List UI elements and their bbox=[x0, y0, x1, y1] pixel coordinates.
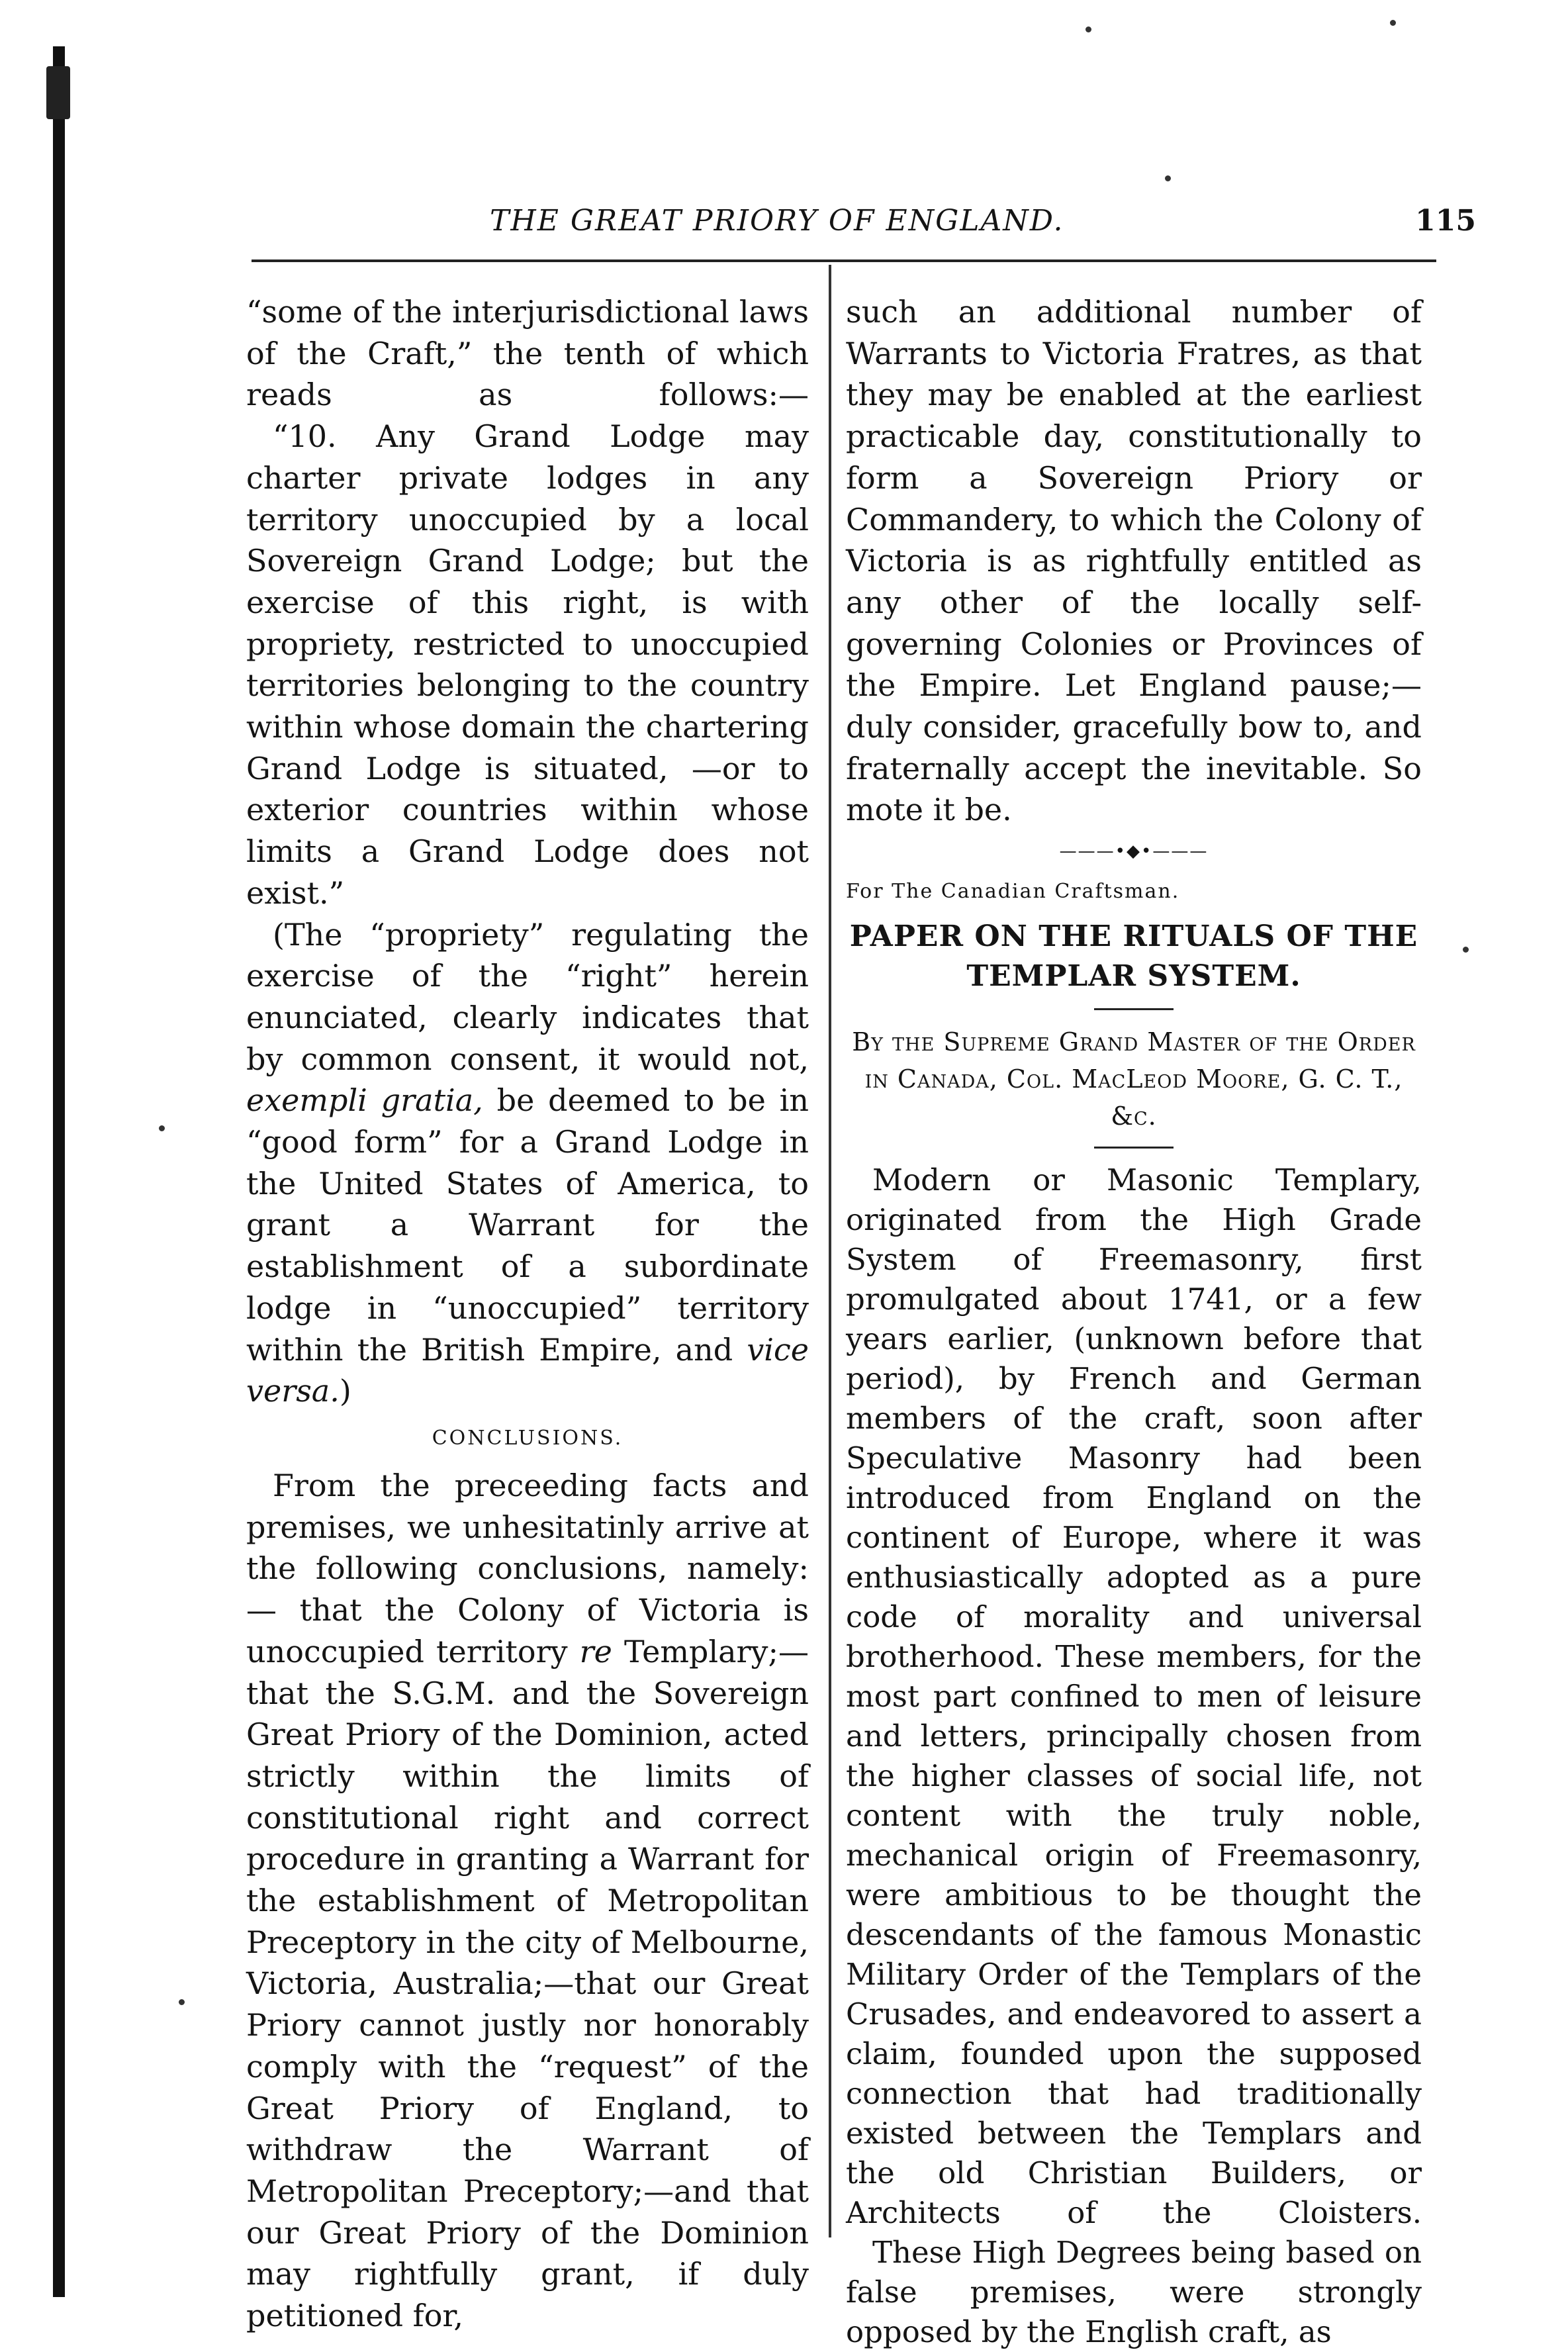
binding-mark bbox=[46, 66, 70, 119]
paragraph-conclusions bbox=[246, 1465, 809, 2337]
paragraph-laws: “some of the interjurisdictional laws of the Craft,” the tenth of which reads as follows:— bbox=[246, 294, 809, 413]
ink-speck bbox=[159, 1125, 165, 1131]
ink-speck bbox=[1463, 947, 1469, 953]
section-heading: CONCLUSIONS. bbox=[432, 1426, 623, 1450]
ink-speck bbox=[179, 1999, 185, 2005]
book-binding-edge bbox=[53, 46, 65, 2297]
paragraph-high-degrees: These High Degrees being based on false premises, were strongly opposed by the English craft, as bbox=[846, 2235, 1422, 2350]
ink-speck bbox=[1390, 20, 1396, 26]
page-number: 115 bbox=[1415, 204, 1476, 238]
article-title: PAPER ON THE RITUALS OF THE TEMPLAR SYSTEM. bbox=[849, 919, 1418, 994]
ink-speck bbox=[1085, 26, 1091, 32]
text-run: (The “propriety” regulating the exercise of the “right” herein enunciated, clearly indicates that by common consent, it would not, bbox=[246, 916, 809, 1077]
text-run: ) bbox=[339, 1373, 351, 1409]
running-title: THE GREAT PRIORY OF ENGLAND. bbox=[490, 204, 1064, 238]
source-credit: For The Canadian Craftsman. bbox=[846, 880, 1180, 904]
ink-speck bbox=[1165, 175, 1171, 181]
paragraph-modern-templary: Modern or Masonic Templary, originated from the High Grade System of Freemasonry, first promulgated about 1741, or a few years earlier, (unknown before that period), by French and German members of the craft, soon after Speculative Masonry had been introduced from England on the continent of Europe, where it was enthusiastically adopted as a pure code of morality and universal brotherhood. These members, for the most part confined to men of leisure and letters, principally chosen from the higher classes of social life, not content with the truly noble, mechanical origin of Freemasonry, were ambitious to be thought the descendants of the famous Monastic Military Order of the Templars of the Crusades, and endeavored to assert a claim, founded upon the supposed connection that had traditionally existed between the Templars and the old Christian Builders, or Architects of the Cloisters. bbox=[846, 1162, 1422, 2231]
paragraph-quote-tenth-law: “10. Any Grand Lodge may charter private lodges in any territory unoccupied by a local Sovereign Grand Lodge; but the exercise of this right, is with propriety, restricted to unoccupied territories belonging to the country within whose domain the chartering Grand Lodge is situated, —or to exterior countries within whose limits a Grand Lodge does not exist.” bbox=[246, 418, 809, 911]
text-run: be deemed to be in “good form” for a Grand Lodge in the United States of America, to grant a Warrant for the establishment of a subordinate lodge in “unoccupied” territory within the British Empire, and bbox=[246, 1082, 809, 1368]
section-ornament: ———•◆•——— bbox=[1059, 841, 1209, 862]
header-rule bbox=[252, 259, 1436, 262]
right-column bbox=[846, 291, 1422, 2352]
paragraph-warrants: such an additional number of Warrants to Victoria Fratres, as that they may be enabled at the earliest practicable day, constitutionally to form a Sovereign Priory or Commandery, to which the Colony of Victoria is as rightfully entitled as any other of the locally self-governing Colonies or Provinces of the Empire. Let England pause;—duly consider, gracefully bow to, and fraternally accept the inevitable. So mote it be. bbox=[846, 294, 1422, 828]
left-column bbox=[246, 291, 809, 2337]
article-body bbox=[846, 1160, 1422, 2352]
italic-phrase: vice versa. bbox=[246, 1331, 809, 1409]
byline-rule bbox=[1094, 1147, 1174, 1149]
paragraph-propriety bbox=[246, 914, 809, 1412]
italic-phrase: re bbox=[579, 1633, 612, 1670]
italic-phrase: exempli gratia, bbox=[246, 1082, 483, 1119]
article-byline: By the Supreme Grand Master of the Order in Canada, Col. MacLeod Moore, G. C. T., &c. bbox=[852, 1027, 1416, 1131]
column-divider bbox=[829, 265, 831, 2237]
title-rule bbox=[1094, 1008, 1174, 1010]
text-run: Templary;—that the S.G.M. and the Sovereign Great Priory of the Dominion, acted strictly within the limits of constitutional right and correct procedure in granting a Warrant for the establishment of Metropolitan Preceptory in the city of Melbourne, Victoria, Australia;—that our Great Priory cannot justly nor honorably comply with the “request” of the Great Priory of England, to withdraw the Warrant of Metropolitan Preceptory;—and that our Great Priory of the Dominion may rightfully grant, if duly petitioned for, bbox=[246, 1633, 809, 2334]
running-head bbox=[252, 204, 1489, 250]
text-run: From the preceeding facts and premises, we unhesitatinly arrive at the following conclusions, namely:— that the Colony of Victoria is unoccupied territory bbox=[246, 1467, 809, 1670]
